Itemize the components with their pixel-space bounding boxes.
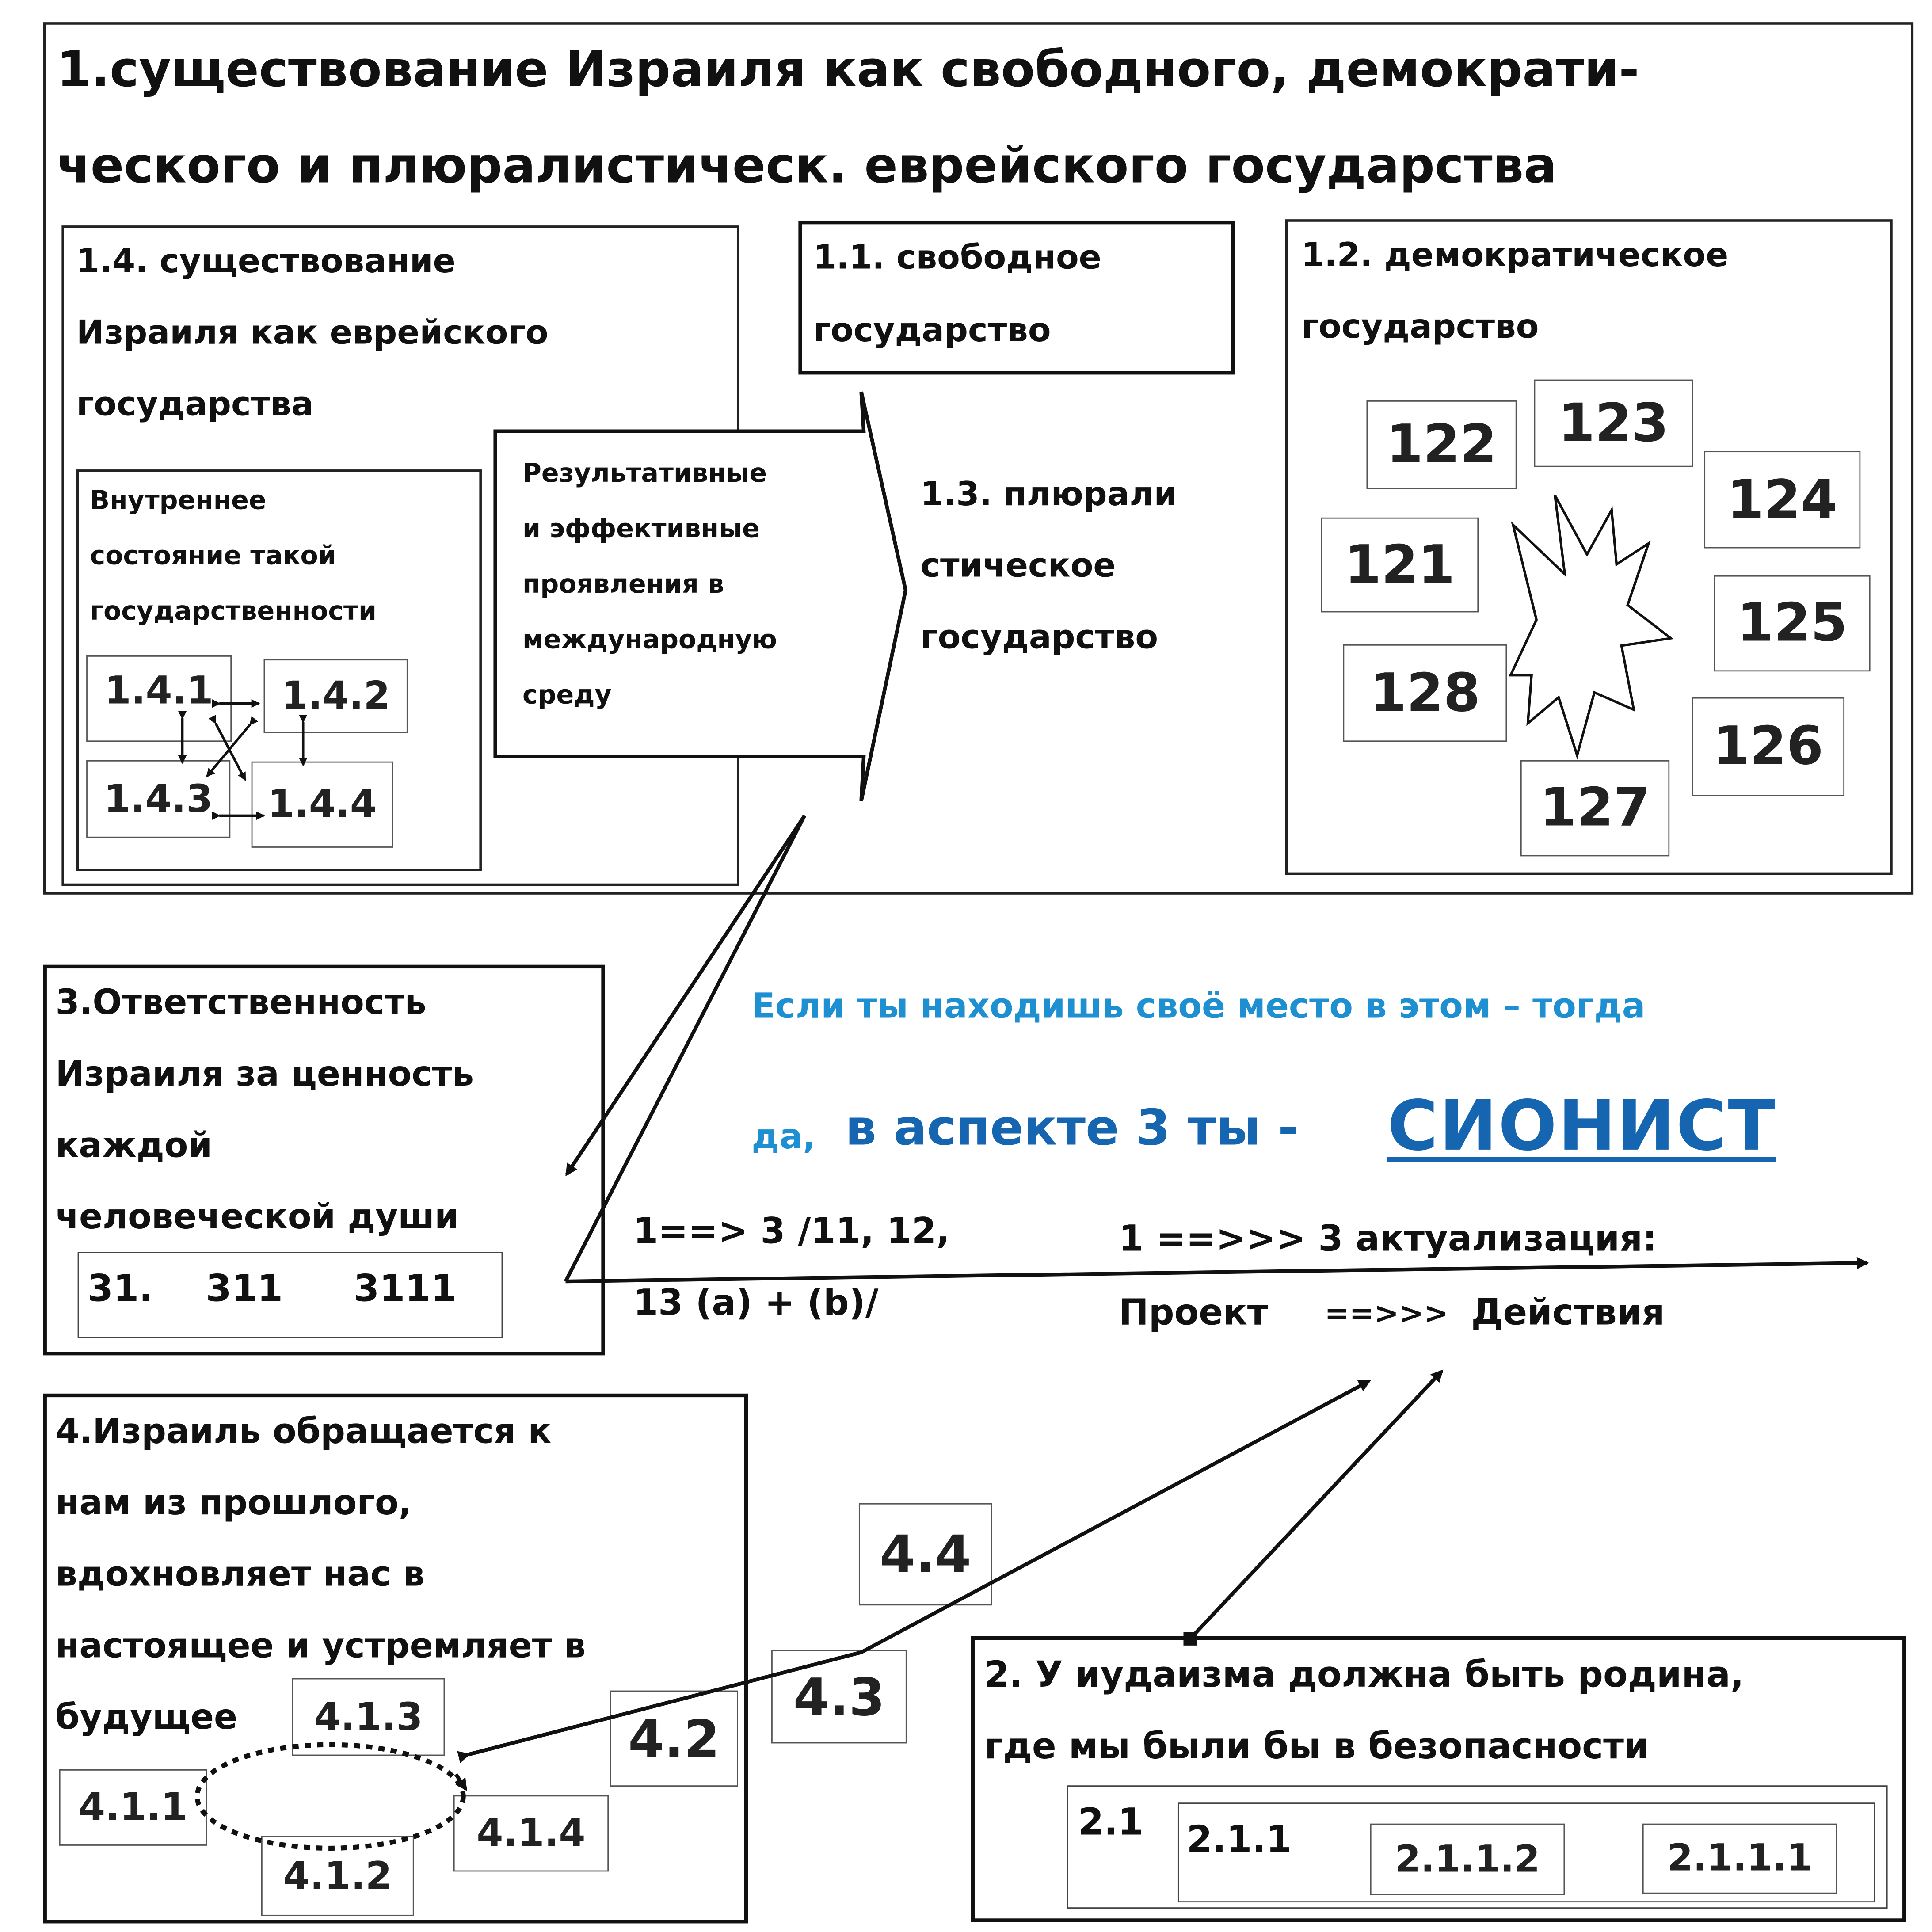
item-128: 128 xyxy=(1343,644,1507,742)
item-127: 127 xyxy=(1520,760,1669,856)
box-4-line-4: настоящее и устремляет в xyxy=(55,1625,586,1666)
slogan-prefix: да, xyxy=(751,1116,816,1157)
item-124: 124 xyxy=(1704,451,1860,548)
item-1-4-3: 1.4.3 xyxy=(86,760,230,838)
box-3-line-3: каждой xyxy=(55,1125,213,1166)
item-122: 122 xyxy=(1366,400,1517,489)
v-arrow xyxy=(566,815,805,1281)
item-2-1-1-1: 2.1.1.1 xyxy=(1642,1824,1837,1894)
item-1-4-4: 1.4.4 xyxy=(252,762,393,848)
item-1-4-2: 1.4.2 xyxy=(264,659,408,733)
formula-right-arrow: ==>>> xyxy=(1324,1296,1448,1331)
item-4-1-2: 4.1.2 xyxy=(261,1836,414,1916)
item-3111: 3111 xyxy=(354,1268,457,1311)
box-3-line-1: 3.Ответственность xyxy=(55,982,427,1023)
item-126: 126 xyxy=(1692,697,1844,796)
starburst-shape xyxy=(1511,495,1671,755)
arrow-box-line-3: проявления в xyxy=(522,569,724,599)
slogan-highlight: СИОНИСТ xyxy=(1387,1086,1776,1167)
box-1-2-line-2: государство xyxy=(1301,308,1539,347)
formula-right-project: Проект xyxy=(1119,1291,1268,1334)
item-4-1-3: 4.1.3 xyxy=(292,1678,445,1756)
title-line-1: 1.существование Израиля как свободного, демократи- xyxy=(57,42,1639,99)
upward-arrows xyxy=(468,1372,1441,1755)
box-4-line-5: будущее xyxy=(55,1696,237,1738)
box-1-4-line-1: 1.4. существование xyxy=(76,243,456,281)
inner-state-line-1: Внутреннее xyxy=(90,485,267,515)
item-311: 311 xyxy=(206,1268,283,1311)
inner-state-line-3: государственности xyxy=(90,596,377,626)
box-3-line-4: человеческой души xyxy=(55,1196,459,1237)
arrow-box-line-1: Результативные xyxy=(522,458,767,488)
formula-right-action: Действия xyxy=(1471,1291,1665,1334)
label-1-3-line-3: государство xyxy=(920,618,1158,657)
label-1-3-line-2: стическое xyxy=(920,547,1116,586)
slogan-line-1: Если ты находишь своё место в этом – тогда xyxy=(751,986,1646,1027)
horizontal-arrow xyxy=(566,1263,1867,1281)
formula-left-line-2: 13 (a) + (b)/ xyxy=(633,1281,879,1323)
box-2-line-2: где мы были бы в безопасности xyxy=(984,1725,1649,1767)
arrow-box-line-4: международную xyxy=(522,625,777,655)
box-2-line-1: 2. У иудаизма должна быть родина, xyxy=(984,1653,1744,1696)
inner-relations xyxy=(183,704,303,816)
arrow-box-line-2: и эффективные xyxy=(522,514,760,544)
item-2-1-1: 2.1.1 xyxy=(1186,1818,1292,1862)
formula-left-line-1: 1==> 3 /11, 12, xyxy=(633,1210,950,1252)
label-2-1: 2.1 xyxy=(1078,1801,1144,1845)
label-1-3-line-1: 1.3. плюрали xyxy=(920,476,1177,514)
box-1-2-line-1: 1.2. демократическое xyxy=(1301,236,1729,275)
box-1-4-line-2: Израиля как еврейского xyxy=(76,314,549,353)
item-4-4: 4.4 xyxy=(859,1503,992,1605)
dotted-cycle xyxy=(197,1745,463,1848)
item-4-1-1: 4.1.1 xyxy=(59,1769,207,1846)
box-1-4-line-3: государства xyxy=(76,385,314,424)
box-4-line-1: 4.Израиль обращается к xyxy=(55,1410,552,1452)
box-3-line-2: Израиля за ценность xyxy=(55,1053,474,1094)
slogan-middle: в аспекте 3 ты - xyxy=(845,1100,1299,1157)
box-1-1-line-1: 1.1. свободное xyxy=(813,239,1101,278)
item-4-3: 4.3 xyxy=(771,1650,907,1744)
item-31: 31. xyxy=(87,1268,153,1311)
title-line-2: ческого и плюралистическ. еврейского государства xyxy=(57,138,1557,195)
arrow-box-line-5: среду xyxy=(522,680,612,710)
formula-right-line-1: 1 ==>>> 3 актуализация: xyxy=(1119,1217,1657,1259)
item-4-1-4: 4.1.4 xyxy=(453,1795,609,1872)
item-121: 121 xyxy=(1321,518,1479,613)
box-4-line-2: нам из прошлого, xyxy=(55,1482,412,1523)
inner-state-line-2: состояние такой xyxy=(90,541,336,571)
item-1-4-1: 1.4.1 xyxy=(86,655,232,742)
item-2-1-1-2: 2.1.1.2 xyxy=(1370,1824,1565,1895)
item-123: 123 xyxy=(1534,380,1693,467)
item-4-2: 4.2 xyxy=(610,1691,738,1787)
item-125: 125 xyxy=(1714,575,1871,671)
box-4-line-3: вдохновляет нас в xyxy=(55,1554,425,1595)
box-1-1-line-2: государство xyxy=(813,312,1051,350)
